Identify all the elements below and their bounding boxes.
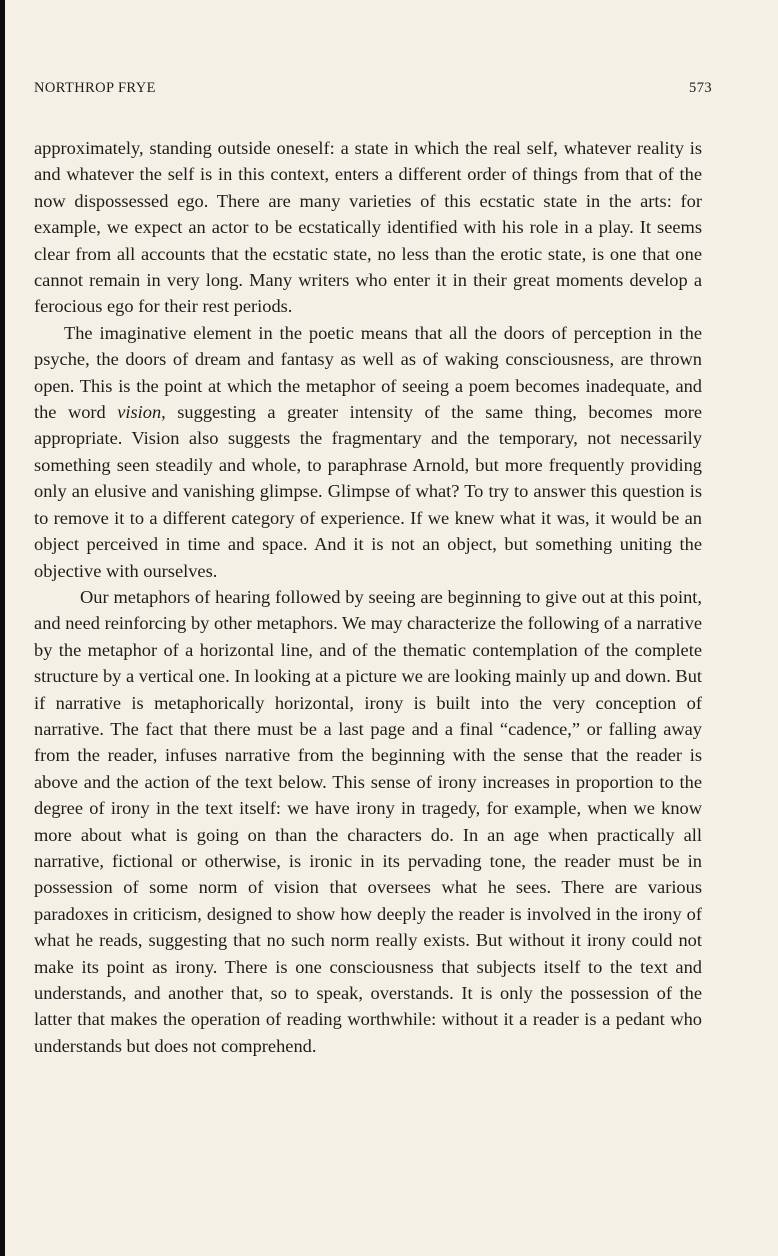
- paragraph-2-text-after: suggesting a greater intensity of the same thing, becomes more appropriate. Vision also suggests the fragmentary and the temporary, not necessarily something seen steadily and whole, to paraphrase Arnold, but more frequently providing only an elusive and vanishing glimpse. Glimpse of what? To try to answer this question is to remove it to a different category of experience. If we knew what it was, it would be an object perceived in time and space. And it is not an object, but something uniting the objective with ourselves.: [34, 402, 702, 581]
- paragraph-2-text-before: The imaginative element in the poetic means that all the doors of perception in the psyche, the doors of dream and fantasy as well as of waking consciousness, are thrown open. This is the point at which the metaphor of seeing a poem becomes inadequate, and the word: [34, 322, 702, 423]
- scan-edge-shadow: [0, 0, 5, 1256]
- paragraph-3: Our metaphors of hearing followed by seeing are beginning to give out at this point, and need reinforcing by other metaphors. We may characterize the following of a narrative by the metaphor of a horizontal line, and of the thematic contemplation of the complete structure by a vertical one. In looking at a picture we are looking mainly up and down. But if narrative is metaphorically horizontal, irony is built into the very conception of narrative. The fact that there must be a last page and a final “cadence,” or falling away from the reader, infuses narrative from the beginning with the sense that the reader is above and the action of the text below. This sense of irony increases in proportion to the degree of irony in the text itself: we have irony in tragedy, for example, when we know more about what is going on than the characters do. In an age when practically all narrative, fictional or otherwise, is ironic in its pervading tone, the reader must be in possession of some norm of vision that oversees what he sees. There are various paradoxes in criticism, designed to show how deeply the reader is involved in the irony of what he reads, suggesting that no such norm really exists. But without it irony could not make its point as irony. There is one consciousness that subjects itself to the text and understands, and another that, so to speak, overstands. It is only the possession of the latter that makes the operation of reading worthwhile: without it a reader is a pedant who understands but does not comprehend.: [34, 586, 702, 1056]
- book-page: [34, 0, 734, 1256]
- page-number: 573: [689, 80, 712, 96]
- paragraph-1: approximately, standing outside oneself: a state in which the real self, whatever reality is and whatever the self is in this context, enters a different order of things from that of the now dispossessed ego. There are many varieties of this ecstatic state in the arts: for example, we expect an actor to be ecstatically identified with his role in a play. It seems clear from all accounts that the ecstatic state, no less than the erotic state, is one that one cannot remain in very long. Many writers who enter it in their great moments develop a ferocious ego for their rest periods.: [34, 138, 702, 317]
- paragraph-2: [34, 320, 702, 584]
- body-text: [34, 135, 702, 1059]
- running-head: [34, 80, 734, 100]
- emphasized-word-vision: vision,: [117, 402, 166, 423]
- running-head-title: NORTHROP FRYE: [34, 80, 156, 96]
